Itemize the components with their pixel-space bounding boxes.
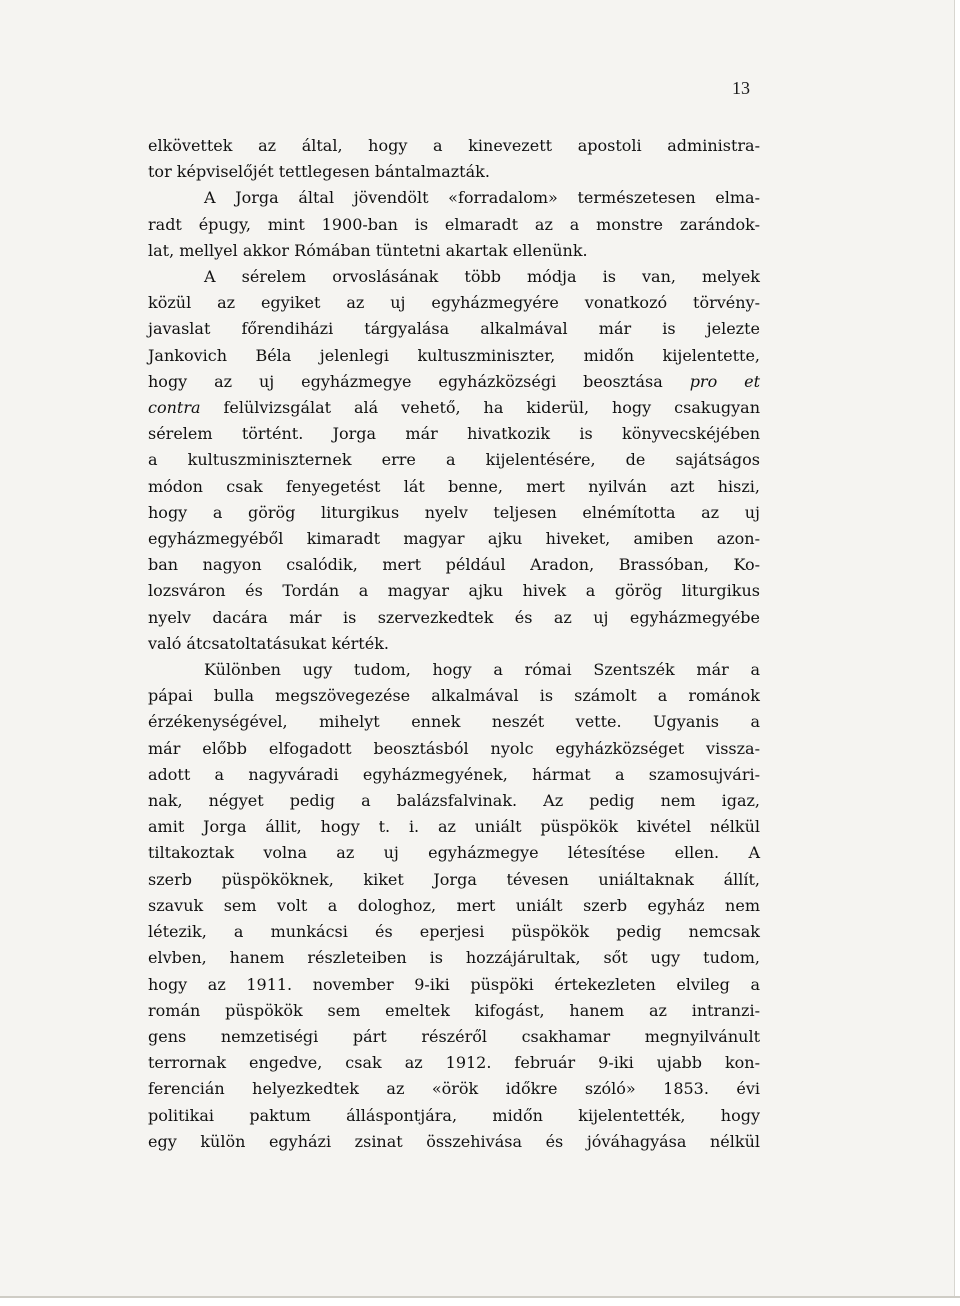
text-line	[148, 447, 760, 473]
text-line	[148, 945, 760, 971]
text-segment: terrornak engedve, csak az 1912. február 9-iki ujabb kon-	[148, 1053, 760, 1073]
text-line	[148, 736, 760, 762]
text-line	[148, 788, 760, 814]
text-line	[148, 290, 760, 316]
text-segment: egyházmegyéből kimaradt magyar ajku hiveket, amiben azon-	[148, 529, 760, 549]
text-line	[148, 343, 760, 369]
text-line	[148, 709, 760, 735]
text-segment: létezik, a munkácsi és eperjesi püspökök pedig nemcsak	[148, 922, 760, 942]
text-line	[148, 552, 760, 578]
text-line	[148, 814, 760, 840]
body-text	[148, 133, 760, 1155]
text-segment: lozsváron és Tordán a magyar ajku hivek a görög liturgikus	[148, 581, 760, 601]
text-line	[148, 369, 760, 395]
text-line	[148, 1076, 760, 1102]
text-segment: Különben ugy tudom, hogy a római Szentszék már a	[204, 660, 760, 680]
text-line	[148, 1050, 760, 1076]
text-line	[148, 631, 760, 657]
text-segment: pápai bulla megszövegezése alkalmával is számolt a románok	[148, 686, 760, 706]
text-line	[148, 1129, 760, 1155]
text-segment: tor képviselőjét tettlegesen bántalmazták.	[148, 162, 490, 182]
text-line	[148, 185, 760, 211]
text-segment: nak, négyet pedig a balázsfalvinak. Az pedig nem igaz,	[148, 791, 760, 811]
text-line	[148, 133, 760, 159]
text-line	[148, 395, 760, 421]
text-segment: elvben, hanem részleteiben is hozzájárultak, sőt ugy tudom,	[148, 948, 760, 968]
page-number: 13	[732, 78, 750, 98]
text-segment: felülvizsgálat alá vehető, ha kiderül, hogy csakugyan	[200, 398, 760, 418]
text-line	[148, 919, 760, 945]
text-line	[148, 238, 760, 264]
text-line	[148, 526, 760, 552]
text-segment: elkövettek az által, hogy a kinevezett apostoli administra-	[148, 136, 760, 155]
text-segment: egy külön egyházi zsinat összehivása és jóváhagyása nélkül	[148, 1131, 760, 1151]
text-line	[148, 657, 760, 683]
text-segment: szerb püspököknek, kiket Jorga tévesen uniáltaknak állít,	[148, 869, 760, 889]
text-line	[148, 578, 760, 604]
text-segment: a kultuszminiszternek erre a kijelentésére, de sajátságos	[148, 450, 760, 470]
text-segment: Jankovich Béla jelenlegi kultuszminiszter, midőn kijelentette,	[148, 345, 760, 365]
text-segment: való átcsatoltatásukat kérték.	[148, 633, 389, 653]
text-segment: román püspökök sem emeltek kifogást, hanem az intranzi-	[148, 1000, 760, 1020]
italic-text: contra	[148, 398, 201, 418]
text-segment: ferencián helyezkedtek az «örök időkre szóló» 1853. évi	[148, 1079, 760, 1099]
text-segment: hogy az uj egyházmegye egyházközségi beosztása	[148, 371, 690, 391]
italic-text: pro et	[689, 371, 760, 391]
text-line	[148, 474, 760, 500]
text-line	[148, 159, 760, 185]
text-line	[148, 421, 760, 447]
text-segment: szavuk sem volt a dologhoz, mert uniált szerb egyház nem	[148, 895, 760, 915]
text-segment: javaslat főrendiházi tárgyalása alkalmával már is jelezte	[148, 319, 760, 339]
text-line	[148, 972, 760, 998]
text-line	[148, 1103, 760, 1129]
text-segment: hogy az 1911. november 9-iki püspöki értekezleten elvileg a	[148, 974, 760, 994]
text-segment: nyelv dacára már is szervezkedtek és az uj egyházmegyébe	[148, 607, 760, 627]
text-line	[148, 212, 760, 238]
text-segment: amit Jorga állit, hogy t. i. az uniált püspökök kivétel nélkül	[148, 817, 760, 837]
text-segment: sérelem történt. Jorga már hivatkozik is könyvecskéjében	[148, 424, 760, 444]
text-segment: gens nemzetiségi párt részéről csakhamar megnyilvánult	[148, 1026, 760, 1046]
text-line	[148, 683, 760, 709]
text-segment: A Jorga által jövendölt «forradalom» természetesen elma-	[204, 188, 760, 208]
text-line	[148, 762, 760, 788]
text-segment: érzékenységével, mihelyt ennek neszét vette. Ugyanis a	[148, 712, 760, 732]
text-line	[148, 1024, 760, 1050]
text-segment: már előbb elfogadott beosztásból nyolc egyházközséget vissza-	[148, 738, 760, 758]
text-segment: lat, mellyel akkor Rómában tüntetni akartak ellenünk.	[148, 240, 588, 260]
text-segment: ban nagyon csalódik, mert például Aradon, Brassóban, Ko-	[148, 555, 760, 575]
text-segment: hogy a görög liturgikus nyelv teljesen elnémította az uj	[148, 502, 760, 522]
text-line	[148, 840, 760, 866]
text-segment: közül az egyiket az uj egyházmegyére vonatkozó törvény-	[148, 293, 760, 313]
page-edge	[0, 1296, 960, 1306]
text-line	[148, 316, 760, 342]
text-line	[148, 264, 760, 290]
text-segment: radt épugy, mint 1900-ban is elmaradt az a monstre zarándok-	[148, 214, 760, 234]
text-segment: tiltakoztak volna az uj egyházmegye létesítése ellen. A	[148, 843, 760, 863]
text-segment: politikai paktum álláspontjára, midőn kijelentették, hogy	[148, 1105, 760, 1125]
text-line	[148, 998, 760, 1024]
text-line	[148, 605, 760, 631]
text-line	[148, 500, 760, 526]
text-segment: adott a nagyváradi egyházmegyének, hármat a szamosujvári-	[148, 764, 760, 784]
text-line	[148, 867, 760, 893]
text-segment: módon csak fenyegetést lát benne, mert nyilván azt hiszi,	[148, 476, 760, 496]
text-line	[148, 893, 760, 919]
text-segment: A sérelem orvoslásának több módja is van, melyek	[204, 267, 760, 287]
